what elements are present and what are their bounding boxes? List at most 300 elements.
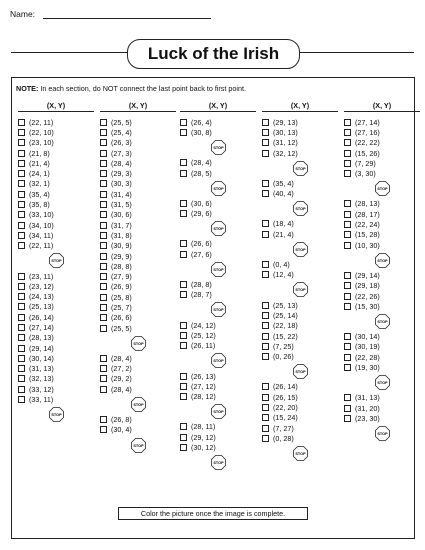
coordinate-item [18, 353, 94, 363]
stop-sign-icon [180, 259, 256, 279]
coordinate-item [100, 138, 176, 148]
coordinate-label: (29, 2) [111, 374, 132, 384]
coordinate-column [18, 101, 94, 425]
checkbox[interactable] [18, 386, 25, 393]
stop-sign-icon [180, 453, 256, 473]
checkbox[interactable] [180, 383, 187, 390]
coordinate-item [262, 423, 338, 433]
coordinate-label: (30, 14) [355, 332, 380, 342]
checkbox[interactable] [100, 180, 107, 187]
checkbox[interactable] [344, 200, 351, 207]
checkbox[interactable] [262, 119, 269, 126]
coordinate-item [180, 341, 256, 351]
coordinate-label: (31, 7) [111, 220, 132, 230]
stop-label: STOP [132, 402, 144, 407]
checkbox[interactable] [18, 293, 25, 300]
coordinate-column [344, 101, 420, 444]
checkbox[interactable] [262, 302, 269, 309]
checkbox[interactable] [18, 242, 25, 249]
checkbox[interactable] [18, 365, 25, 372]
coordinate-label: (15, 28) [355, 230, 380, 240]
stop-sign-icon [180, 351, 256, 371]
checkbox[interactable] [262, 139, 269, 146]
coordinate-label: (26, 6) [191, 239, 212, 249]
coordinate-item [100, 220, 176, 230]
coordinate-item [344, 352, 420, 362]
coordinate-item [180, 422, 256, 432]
coordinate-item [180, 371, 256, 381]
coordinate-item [180, 391, 256, 401]
coordinate-label: (28, 11) [191, 422, 216, 432]
checkbox[interactable] [262, 129, 269, 136]
stop-sign-icon [344, 424, 420, 444]
checkbox[interactable] [100, 416, 107, 423]
coordinate-label: (30, 8) [191, 127, 212, 137]
coordinate-label: (24, 13) [29, 292, 54, 302]
checkbox[interactable] [262, 322, 269, 329]
coordinate-label: (26, 14) [273, 382, 298, 392]
coordinate-label: (31, 20) [355, 403, 380, 413]
coordinate-item [262, 178, 338, 188]
checkbox[interactable] [180, 159, 187, 166]
coordinate-label: (23, 30) [355, 413, 380, 423]
coordinate-item [100, 127, 176, 137]
coordinate-label: (30, 19) [355, 342, 380, 352]
checkbox[interactable] [100, 129, 107, 136]
coordinate-label: (26, 3) [111, 138, 132, 148]
coordinate-item [180, 208, 256, 218]
checkbox[interactable] [100, 232, 107, 239]
checkbox[interactable] [100, 294, 107, 301]
coordinate-item [344, 281, 420, 291]
checkbox[interactable] [344, 170, 351, 177]
checkbox[interactable] [18, 211, 25, 218]
coordinate-item [18, 364, 94, 374]
checkbox[interactable] [344, 354, 351, 361]
coordinate-label: (7, 29) [355, 158, 376, 168]
column-header: (X, Y) [262, 101, 338, 112]
coordinate-item [100, 353, 176, 363]
coordinate-label: (32, 1) [29, 179, 50, 189]
stop-sign-icon [180, 402, 256, 422]
checkbox[interactable] [262, 150, 269, 157]
coordinate-item [262, 331, 338, 341]
coordinate-item [262, 321, 338, 331]
checkbox[interactable] [180, 119, 187, 126]
checkbox[interactable] [18, 170, 25, 177]
coordinate-label: (28, 13) [355, 199, 380, 209]
checkbox[interactable] [100, 314, 107, 321]
coordinate-item [100, 230, 176, 240]
coordinate-column [180, 101, 256, 473]
checkbox[interactable] [344, 150, 351, 157]
coordinate-item [180, 320, 256, 330]
checkbox[interactable] [262, 312, 269, 319]
coordinate-column [100, 101, 176, 455]
coordinate-item [180, 330, 256, 340]
checkbox[interactable] [18, 139, 25, 146]
checkbox[interactable] [18, 396, 25, 403]
checkbox[interactable] [100, 242, 107, 249]
coordinate-item [344, 362, 420, 372]
coordinate-label: (26, 9) [111, 282, 132, 292]
checkbox[interactable] [344, 139, 351, 146]
coordinate-item [344, 127, 420, 137]
checkbox[interactable] [180, 251, 187, 258]
coordinate-label: (23, 10) [29, 138, 54, 148]
note-text: In each section, do NOT connect the last point back to first point. [38, 84, 246, 93]
checkbox[interactable] [180, 200, 187, 207]
stop-sign-icon [262, 444, 338, 464]
checkbox[interactable] [344, 343, 351, 350]
checkbox[interactable] [180, 240, 187, 247]
checkbox[interactable] [18, 283, 25, 290]
checkbox[interactable] [100, 386, 107, 393]
stop-label: STOP [212, 146, 224, 151]
checkbox[interactable] [262, 271, 269, 278]
coordinate-label: (0, 28) [273, 433, 294, 443]
coordinate-label: (30, 14) [29, 353, 54, 363]
coordinate-label: (28, 4) [111, 158, 132, 168]
checkbox[interactable] [344, 415, 351, 422]
coordinate-item [18, 168, 94, 178]
coordinate-item [262, 402, 338, 412]
coordinate-item [262, 382, 338, 392]
coordinate-item [344, 270, 420, 280]
checkbox[interactable] [262, 435, 269, 442]
checkbox[interactable] [180, 434, 187, 441]
checkbox[interactable] [262, 231, 269, 238]
checkbox[interactable] [262, 220, 269, 227]
coordinate-label: (35, 8) [29, 200, 50, 210]
coordinate-label: (30, 13) [273, 127, 298, 137]
coordinate-item [100, 384, 176, 394]
checkbox[interactable] [180, 170, 187, 177]
checkbox[interactable] [262, 383, 269, 390]
coordinate-label: (29, 18) [355, 281, 380, 291]
coordinate-label: (27, 14) [29, 322, 54, 332]
stop-sign-icon [180, 300, 256, 320]
coordinate-label: (30, 6) [191, 198, 212, 208]
coordinate-label: (22, 28) [355, 352, 380, 362]
stop-sign-icon [262, 280, 338, 300]
checkbox[interactable] [18, 273, 25, 280]
coordinate-label: (30, 4) [111, 425, 132, 435]
coordinate-item [180, 279, 256, 289]
stop-label: STOP [212, 461, 224, 466]
checkbox[interactable] [18, 119, 25, 126]
coordinate-item [262, 392, 338, 402]
coordinate-item [18, 374, 94, 384]
stop-label: STOP [132, 341, 144, 346]
coordinate-label: (12, 4) [273, 270, 294, 280]
checkbox[interactable] [100, 375, 107, 382]
checkbox[interactable] [18, 191, 25, 198]
coordinate-item [100, 302, 176, 312]
checkbox[interactable] [344, 129, 351, 136]
checkbox[interactable] [100, 139, 107, 146]
coordinate-label: (0, 4) [273, 260, 290, 270]
coordinate-item [262, 127, 338, 137]
checkbox[interactable] [100, 304, 107, 311]
stop-label: STOP [294, 288, 306, 293]
stop-label: STOP [294, 166, 306, 171]
coordinate-label: (29, 14) [355, 270, 380, 280]
name-row [10, 9, 211, 19]
checkbox[interactable] [180, 129, 187, 136]
coordinate-label: (28, 8) [111, 261, 132, 271]
coordinate-label: (31, 8) [111, 230, 132, 240]
coordinate-label: (26, 8) [111, 415, 132, 425]
column-header: (X, Y) [18, 101, 94, 112]
coordinate-label: (33, 11) [29, 395, 54, 405]
coordinate-item [100, 282, 176, 292]
coordinate-label: (31, 4) [111, 189, 132, 199]
coordinate-item [262, 413, 338, 423]
coordinate-item [344, 413, 420, 423]
checkbox[interactable] [100, 201, 107, 208]
coordinate-item [344, 342, 420, 352]
checkbox[interactable] [180, 373, 187, 380]
coordinate-item [344, 301, 420, 311]
checkbox[interactable] [100, 191, 107, 198]
coordinate-item [18, 117, 94, 127]
checkbox[interactable] [180, 210, 187, 217]
checkbox[interactable] [180, 291, 187, 298]
checkbox[interactable] [18, 375, 25, 382]
checkbox[interactable] [344, 221, 351, 228]
stop-label: STOP [376, 381, 388, 386]
coordinate-item [100, 271, 176, 281]
stop-label: STOP [212, 227, 224, 232]
coordinate-label: (7, 25) [273, 341, 294, 351]
coordinate-item [180, 249, 256, 259]
checkbox[interactable] [262, 333, 269, 340]
checkbox[interactable] [100, 426, 107, 433]
coordinate-label: (25, 5) [111, 117, 132, 127]
checkbox[interactable] [262, 261, 269, 268]
checkbox[interactable] [100, 160, 107, 167]
checkbox[interactable] [262, 190, 269, 197]
coordinate-item [262, 259, 338, 269]
checkbox[interactable] [344, 242, 351, 249]
checkbox[interactable] [18, 222, 25, 229]
checkbox[interactable] [180, 332, 187, 339]
checkbox[interactable] [262, 394, 269, 401]
coordinate-label: (25, 8) [111, 292, 132, 302]
checkbox[interactable] [18, 201, 25, 208]
coordinate-item [100, 425, 176, 435]
checkbox[interactable] [100, 283, 107, 290]
stop-sign-icon [100, 394, 176, 414]
coordinate-item [262, 117, 338, 127]
coordinate-label: (25, 14) [273, 310, 298, 320]
coordinate-label: (27, 9) [111, 272, 132, 282]
coordinate-label: (29, 9) [111, 251, 132, 261]
coordinate-item [344, 117, 420, 127]
coordinate-item [262, 219, 338, 229]
coordinate-label: (21, 4) [29, 158, 50, 168]
coordinate-label: (29, 13) [273, 117, 298, 127]
coordinate-item [18, 189, 94, 199]
checkbox[interactable] [180, 393, 187, 400]
checkbox[interactable] [180, 322, 187, 329]
coordinate-item [344, 331, 420, 341]
coordinate-item [180, 290, 256, 300]
checkbox[interactable] [100, 119, 107, 126]
coordinate-item [262, 270, 338, 280]
coordinate-label: (28, 4) [111, 353, 132, 363]
coordinate-item [100, 241, 176, 251]
coordinate-label: (22, 22) [355, 138, 380, 148]
coordinate-label: (30, 12) [191, 442, 216, 452]
coordinate-item [18, 148, 94, 158]
checkbox[interactable] [100, 325, 107, 332]
coordinate-label: (30, 3) [111, 179, 132, 189]
checkbox[interactable] [18, 355, 25, 362]
checkbox[interactable] [100, 150, 107, 157]
checkbox[interactable] [18, 303, 25, 310]
checkbox[interactable] [100, 263, 107, 270]
checkbox[interactable] [262, 414, 269, 421]
coordinate-label: (22, 18) [273, 321, 298, 331]
coordinate-label: (25, 12) [191, 330, 216, 340]
coordinate-item [344, 291, 420, 301]
coordinate-item [18, 384, 94, 394]
checkbox[interactable] [344, 364, 351, 371]
checkbox[interactable] [100, 222, 107, 229]
coordinate-label: (7, 27) [273, 423, 294, 433]
checkbox[interactable] [344, 119, 351, 126]
coordinate-item [100, 313, 176, 323]
coordinate-label: (27, 14) [355, 117, 380, 127]
checkbox[interactable] [344, 394, 351, 401]
coordinate-label: (21, 4) [273, 229, 294, 239]
checkbox[interactable] [18, 324, 25, 331]
coordinate-item [344, 230, 420, 240]
coordinate-label: (30, 6) [111, 210, 132, 220]
coordinate-item [100, 210, 176, 220]
stop-label: STOP [294, 452, 306, 457]
stop-sign-icon [180, 178, 256, 198]
checkbox[interactable] [100, 211, 107, 218]
coordinate-label: (22, 20) [273, 402, 298, 412]
checkbox[interactable] [18, 232, 25, 239]
stop-sign-icon [262, 362, 338, 382]
stop-label: STOP [212, 410, 224, 415]
checkbox[interactable] [344, 160, 351, 167]
checkbox[interactable] [18, 129, 25, 136]
coordinate-label: (22, 10) [29, 127, 54, 137]
coordinate-label: (24, 1) [29, 169, 50, 179]
checkbox[interactable] [180, 281, 187, 288]
footer-instruction: Color the picture once the image is complete. [118, 507, 308, 520]
checkbox[interactable] [18, 160, 25, 167]
checkbox[interactable] [18, 345, 25, 352]
coordinate-label: (28, 12) [191, 392, 216, 402]
checkbox[interactable] [100, 273, 107, 280]
coordinate-item [18, 291, 94, 301]
checkbox[interactable] [262, 180, 269, 187]
stop-sign-icon [100, 333, 176, 353]
checkbox[interactable] [100, 365, 107, 372]
stop-sign-icon [344, 311, 420, 331]
checkbox[interactable] [100, 253, 107, 260]
checkbox[interactable] [344, 303, 351, 310]
checkbox[interactable] [344, 333, 351, 340]
checkbox[interactable] [180, 423, 187, 430]
coordinate-item [100, 168, 176, 178]
coordinate-item [180, 158, 256, 168]
coordinate-item [180, 117, 256, 127]
coordinate-label: (32, 12) [273, 148, 298, 158]
coordinate-label: (28, 7) [191, 290, 212, 300]
checkbox[interactable] [344, 272, 351, 279]
coordinate-label: (21, 8) [29, 148, 50, 158]
stop-sign-icon [344, 250, 420, 270]
stop-sign-icon [262, 199, 338, 219]
coordinate-label: (27, 16) [355, 127, 380, 137]
coordinate-item [180, 198, 256, 208]
coordinate-item [100, 414, 176, 424]
coordinate-item [344, 240, 420, 250]
coordinate-label: (28, 17) [355, 209, 380, 219]
checkbox[interactable] [344, 405, 351, 412]
coordinate-item [100, 148, 176, 158]
coordinate-item [18, 271, 94, 281]
checkbox[interactable] [262, 343, 269, 350]
coordinate-label: (33, 12) [29, 384, 54, 394]
checkbox[interactable] [262, 404, 269, 411]
checkbox[interactable] [262, 425, 269, 432]
stop-label: STOP [294, 370, 306, 375]
stop-label: STOP [132, 443, 144, 448]
checkbox[interactable] [344, 231, 351, 238]
checkbox[interactable] [344, 282, 351, 289]
coordinate-column [262, 101, 338, 464]
coordinate-item [344, 138, 420, 148]
checkbox[interactable] [100, 170, 107, 177]
coordinate-label: (25, 7) [111, 302, 132, 312]
checkbox[interactable] [100, 355, 107, 362]
coordinate-label: (25, 13) [273, 300, 298, 310]
checkbox[interactable] [262, 353, 269, 360]
checkbox[interactable] [344, 211, 351, 218]
checkbox[interactable] [18, 334, 25, 341]
coordinate-label: (35, 4) [273, 178, 294, 188]
name-field[interactable] [43, 10, 211, 19]
checkbox[interactable] [18, 150, 25, 157]
coordinate-item [100, 199, 176, 209]
checkbox[interactable] [344, 293, 351, 300]
coordinate-item [18, 127, 94, 137]
coordinate-item [180, 239, 256, 249]
coordinate-label: (32, 13) [29, 374, 54, 384]
checkbox[interactable] [18, 314, 25, 321]
coordinate-item [100, 117, 176, 127]
checkbox[interactable] [18, 180, 25, 187]
coordinate-item [262, 229, 338, 239]
coordinate-item [344, 148, 420, 158]
coordinate-item [180, 381, 256, 391]
stop-sign-icon [18, 405, 94, 425]
page-title: Luck of the Irish [127, 39, 300, 69]
coordinate-item [262, 341, 338, 351]
coordinate-label: (22, 24) [355, 220, 380, 230]
coordinate-label: (15, 24) [273, 413, 298, 423]
checkbox[interactable] [180, 444, 187, 451]
checkbox[interactable] [180, 342, 187, 349]
